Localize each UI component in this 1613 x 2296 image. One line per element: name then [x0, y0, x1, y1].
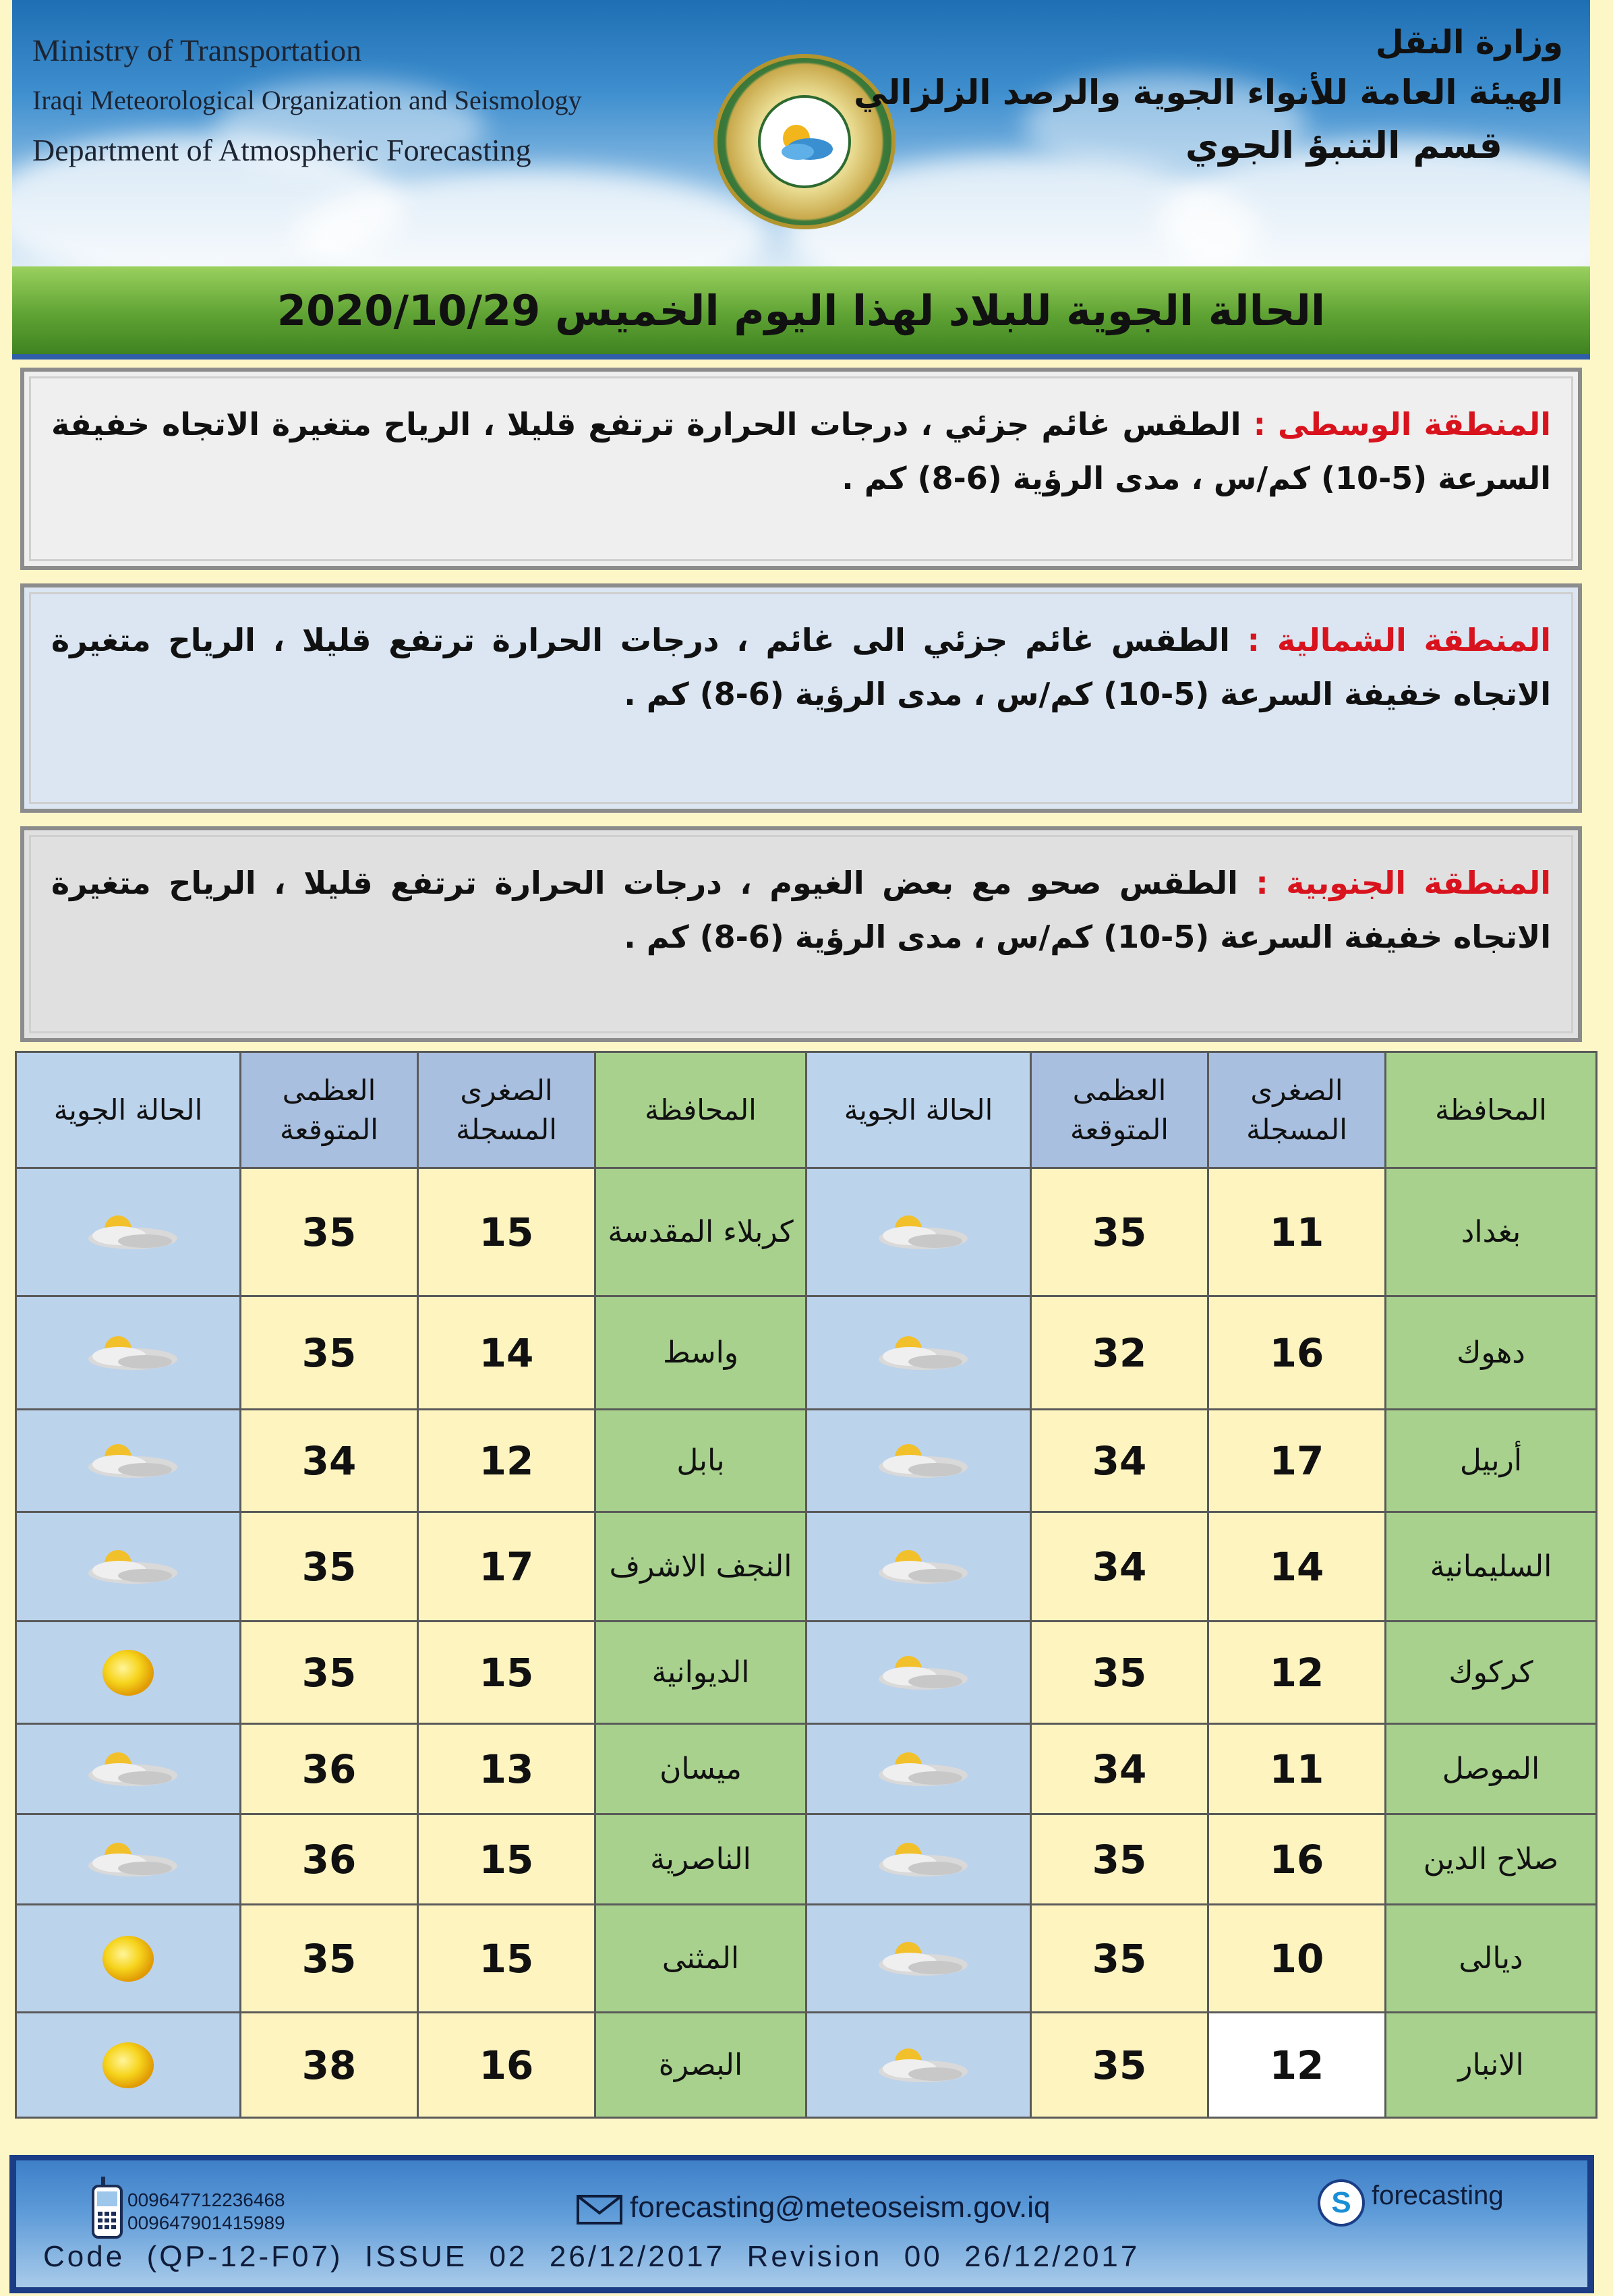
min-temp-cell: 10: [1208, 1905, 1386, 2013]
region-forecast-text: الطقس صحو مع بعض الغيوم ، درجات الحرارة ترتفع قليلا ، الرياح متغيرة الاتجاه خفيفة السرعة (5-10) كم/س ، مدى الرؤية (6-8) كم .: [51, 865, 1551, 955]
min-temp-cell: 14: [1208, 1512, 1386, 1621]
governorate-cell: بغداد: [1386, 1168, 1597, 1296]
header-weather: الحالة الجوية: [806, 1052, 1031, 1168]
min-temp-cell: 16: [1208, 1296, 1386, 1410]
governorate-cell: صلاح الدين: [1386, 1814, 1597, 1905]
governorate-cell: الموصل: [1386, 1724, 1597, 1814]
weather-cell: [806, 1905, 1031, 2013]
department-name-ar: قسم التنبؤ الجوي: [1185, 124, 1502, 167]
max-temp-cell: 38: [241, 2013, 418, 2118]
governorate-weather-table: [15, 1051, 1597, 2119]
header-governorate: المحافظة: [1386, 1052, 1597, 1168]
weather-cell: [806, 1296, 1031, 1410]
governorate-cell: البصرة: [595, 2013, 806, 2118]
organization-name-ar: الهيئة العامة للأنواء الجوية والرصد الزلزالي: [854, 73, 1563, 112]
min-temp-cell: 12: [1208, 2013, 1386, 2118]
skype-id[interactable]: forecasting: [1372, 2181, 1504, 2210]
partly-cloudy-icon: [17, 1746, 239, 1793]
weather-cell: [16, 1168, 241, 1296]
min-temp-cell: 16: [1208, 1814, 1386, 1905]
table-row: [16, 1168, 1597, 1296]
region-name: المنطقة الشمالية :: [1247, 622, 1551, 658]
phone-number[interactable]: 009647901415989: [127, 2212, 285, 2233]
partly-cloudy-icon: [807, 1209, 1030, 1256]
sunny-icon: [17, 1646, 239, 1700]
max-temp-cell: 34: [1031, 1410, 1208, 1512]
partly-cloudy-icon: [807, 1935, 1030, 1982]
table-row: [16, 1621, 1597, 1724]
mobile-phone-icon: [90, 2175, 124, 2240]
skype-icon: S: [1318, 2179, 1365, 2227]
department-name-en: Department of Atmospheric Forecasting: [32, 133, 531, 167]
header-english-text: [32, 26, 582, 175]
region-south: [20, 826, 1582, 1042]
max-temp-cell: 36: [241, 1724, 418, 1814]
header-banner: [12, 0, 1590, 266]
weather-cell: [806, 1512, 1031, 1621]
governorate-cell: النجف الاشرف: [595, 1512, 806, 1621]
min-temp-cell: 16: [418, 2013, 595, 2118]
divider: [12, 354, 1590, 360]
governorate-cell: كربلاء المقدسة: [595, 1168, 806, 1296]
footer: [16, 2160, 1587, 2287]
title-bar: [12, 266, 1590, 354]
governorate-cell: السليمانية: [1386, 1512, 1597, 1621]
governorate-cell: ديالى: [1386, 1905, 1597, 2013]
max-temp-cell: 35: [241, 1905, 418, 2013]
header-min-temp: الصغرى المسجلة: [418, 1052, 595, 1168]
phone-number[interactable]: 009647712236468: [127, 2189, 285, 2210]
table-row: [16, 1296, 1597, 1410]
ministry-name-en: Ministry of Transportation: [32, 33, 362, 67]
region-forecast-text: الطقس غائم جزئي ، درجات الحرارة ترتفع قليلا ، الرياح متغيرة الاتجاه خفيفة السرعة (5-10) كم/س ، مدى الرؤية (6-8) كم .: [51, 406, 1551, 496]
region-forecast-text: الطقس غائم جزئي الى غائم ، درجات الحرارة ترتفع قليلا ، الرياح متغيرة الاتجاه خفيفة السرعة (5-10) كم/س ، مدى الرؤية (6-8) كم .: [51, 622, 1551, 712]
partly-cloudy-icon: [17, 1836, 239, 1883]
header-max-temp: العظمى المتوقعة: [1031, 1052, 1208, 1168]
min-temp-cell: 17: [418, 1512, 595, 1621]
header-weather: الحالة الجوية: [16, 1052, 241, 1168]
min-temp-cell: 11: [1208, 1724, 1386, 1814]
max-temp-cell: 34: [1031, 1512, 1208, 1621]
table-row: [16, 1905, 1597, 2013]
weather-cell: [806, 1724, 1031, 1814]
partly-cloudy-icon: [807, 1543, 1030, 1590]
page-title: الحالة الجوية للبلاد لهذا اليوم الخميس 2020/10/29: [276, 285, 1326, 335]
min-temp-cell: 14: [418, 1296, 595, 1410]
partly-cloudy-icon: [807, 2042, 1030, 2089]
governorate-cell: بابل: [595, 1410, 806, 1512]
max-temp-cell: 35: [241, 1512, 418, 1621]
partly-cloudy-icon: [17, 1329, 239, 1377]
document-code: Code (QP-12-F07) ISSUE 02 26/12/2017 Revision 00 26/12/2017: [43, 2240, 1140, 2273]
governorate-cell: المثنى: [595, 1905, 806, 2013]
weather-cell: [806, 1410, 1031, 1512]
min-temp-cell: 15: [418, 1905, 595, 2013]
max-temp-cell: 35: [241, 1296, 418, 1410]
max-temp-cell: 35: [241, 1168, 418, 1296]
logo-sun-cloud-icon: [771, 118, 838, 165]
table-row: [16, 1410, 1597, 1512]
partly-cloudy-icon: [17, 1543, 239, 1590]
table-header-row: [16, 1052, 1597, 1168]
min-temp-cell: 13: [418, 1724, 595, 1814]
max-temp-cell: 32: [1031, 1296, 1208, 1410]
weather-cell: [16, 1621, 241, 1724]
region-central: [20, 368, 1582, 570]
min-temp-cell: 11: [1208, 1168, 1386, 1296]
header-governorate: المحافظة: [595, 1052, 806, 1168]
max-temp-cell: 35: [1031, 1621, 1208, 1724]
region-name: المنطقة الوسطى :: [1253, 406, 1552, 442]
weather-cell: [806, 2013, 1031, 2118]
min-temp-cell: 15: [418, 1814, 595, 1905]
header-arabic-text: [854, 19, 1563, 173]
region-name: المنطقة الجنوبية :: [1256, 865, 1551, 901]
email-address[interactable]: forecasting@meteoseism.gov.iq: [630, 2191, 1051, 2224]
sunny-icon: [17, 2038, 239, 2092]
partly-cloudy-icon: [807, 1649, 1030, 1696]
sunny-icon: [17, 1932, 239, 1986]
weather-cell: [16, 1724, 241, 1814]
table-row: [16, 2013, 1597, 2118]
governorate-cell: واسط: [595, 1296, 806, 1410]
min-temp-cell: 12: [418, 1410, 595, 1512]
table-row: [16, 1724, 1597, 1814]
max-temp-cell: 35: [1031, 2013, 1208, 2118]
partly-cloudy-icon: [17, 1209, 239, 1256]
governorate-cell: الديوانية: [595, 1621, 806, 1724]
min-temp-cell: 17: [1208, 1410, 1386, 1512]
partly-cloudy-icon: [807, 1746, 1030, 1793]
partly-cloudy-icon: [807, 1437, 1030, 1485]
max-temp-cell: 35: [1031, 1905, 1208, 2013]
weather-cell: [16, 1296, 241, 1410]
max-temp-cell: 35: [241, 1621, 418, 1724]
weather-cell: [16, 2013, 241, 2118]
max-temp-cell: 35: [1031, 1168, 1208, 1296]
max-temp-cell: 35: [1031, 1814, 1208, 1905]
weather-cell: [806, 1814, 1031, 1905]
ministry-name-ar: وزارة النقل: [1375, 24, 1563, 61]
weather-cell: [16, 1410, 241, 1512]
governorate-cell: دهوك: [1386, 1296, 1597, 1410]
partly-cloudy-icon: [807, 1836, 1030, 1883]
governorate-cell: الناصرية: [595, 1814, 806, 1905]
weather-cell: [16, 1512, 241, 1621]
partly-cloudy-icon: [17, 1437, 239, 1485]
header-min-temp: الصغرى المسجلة: [1208, 1052, 1386, 1168]
governorate-cell: أربيل: [1386, 1410, 1597, 1512]
table-row: [16, 1512, 1597, 1621]
header-max-temp: العظمى المتوقعة: [241, 1052, 418, 1168]
partly-cloudy-icon: [807, 1329, 1030, 1377]
table-row: [16, 1814, 1597, 1905]
governorate-cell: الانبار: [1386, 2013, 1597, 2118]
min-temp-cell: 12: [1208, 1621, 1386, 1724]
governorate-cell: كركوك: [1386, 1621, 1597, 1724]
min-temp-cell: 15: [418, 1168, 595, 1296]
max-temp-cell: 36: [241, 1814, 418, 1905]
max-temp-cell: 34: [1031, 1724, 1208, 1814]
region-north: [20, 583, 1582, 813]
phone-numbers: [127, 2189, 285, 2235]
weather-cell: [16, 1905, 241, 2013]
min-temp-cell: 15: [418, 1621, 595, 1724]
max-temp-cell: 34: [241, 1410, 418, 1512]
weather-cell: [806, 1168, 1031, 1296]
organization-name-en: Iraqi Meteorological Organization and Seismology: [32, 85, 582, 115]
email-envelope-icon: [576, 2194, 623, 2225]
weather-cell: [16, 1814, 241, 1905]
weather-cell: [806, 1621, 1031, 1724]
governorate-cell: ميسان: [595, 1724, 806, 1814]
